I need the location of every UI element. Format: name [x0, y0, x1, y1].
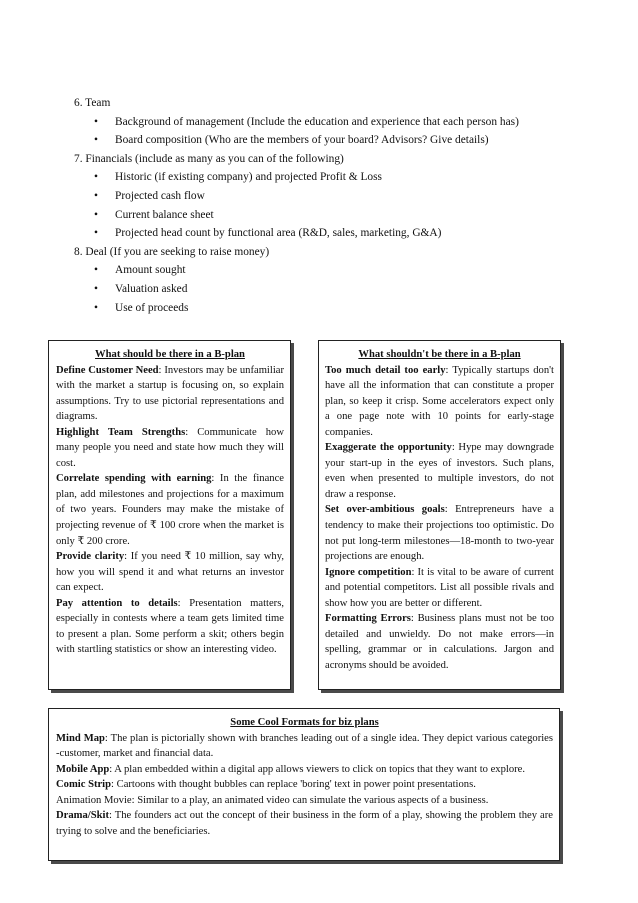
entry-term: Highlight Team Strengths: [56, 426, 186, 438]
box-entry: [56, 549, 284, 596]
box-title: Some Cool Formats for biz plans: [230, 717, 379, 728]
list-item: • Current balance sheet: [74, 206, 594, 225]
bullet-icon: •: [94, 189, 98, 202]
entry-text: : Typically startups don't have all the information that can constitute a proper plan, so keep it crisp. Some accelerators expect only a one page note with 10 points for early-stage companies.: [325, 364, 554, 438]
entry-text: : If you need ₹ 10 million, say why, how you will spend it and what returns an investor can expect.: [56, 551, 284, 594]
section-heading-team: 6. Team: [74, 97, 111, 109]
entry-text: Animation Movie: Similar to a play, an animated video can simulate the various aspects of a business.: [56, 794, 489, 806]
box-title: What shouldn't be there in a B-plan: [358, 349, 521, 360]
entry-term: Provide clarity: [56, 551, 125, 563]
entry-text: : In the finance plan, add milestones and projections for a maximum of two years. Founders may make the mistake of projecting revenue of ₹ 100 crore when the market is only ₹ 200 crore.: [56, 473, 284, 547]
bullet-icon: •: [94, 115, 98, 128]
list-item: • Amount sought: [74, 261, 594, 280]
entry-text: : Investors may be unfamiliar with the market a startup is focusing on, so explain assumptions. Try to use pictorial representations and diagrams.: [56, 364, 284, 423]
entry-text: : Entrepreneurs have a tendency to make their projections too optimistic. Do not put long-term milestones—18-month to two-year projections are enough.: [325, 504, 554, 563]
box-entry: [325, 363, 554, 441]
box-entry: [325, 611, 554, 673]
entry-text: : Communicate how many people you need and state how much they will cost.: [56, 426, 284, 469]
list-item: • Historic (if existing company) and projected Profit & Loss: [74, 168, 594, 187]
should-have-box: [48, 340, 291, 690]
box-entry: [56, 808, 553, 839]
section-heading-deal: 8. Deal (If you are seeking to raise money): [74, 245, 270, 258]
entry-text: : The founders act out the concept of their business in the form of a play, showing the problem they are trying to solve and the beneficiaries.: [56, 810, 553, 837]
entry-term: Mind Map: [56, 732, 105, 744]
list-item: • Valuation asked: [74, 280, 594, 299]
list-item: • Projected cash flow: [74, 187, 594, 206]
bullet-icon: •: [94, 134, 98, 147]
box-entry: [56, 793, 553, 809]
bullet-icon: •: [94, 301, 98, 314]
entry-term: Pay attention to details: [56, 597, 178, 609]
list-item: • Background of management (Include the education and experience that each person has): [74, 113, 594, 132]
bullet-icon: •: [94, 208, 98, 221]
entry-term: Exaggerate the opportunity: [325, 442, 452, 454]
cool-formats-box: [48, 708, 560, 861]
entry-text: : It is vital to be aware of current and potential competitors. List all possible rivals and show how you are better or different.: [325, 566, 554, 609]
should-not-have-box: [318, 340, 561, 690]
entry-text: : Cartoons with thought bubbles can replace 'boring' text in power point presentations.: [111, 779, 476, 791]
entry-term: Define Customer Need: [56, 364, 159, 376]
entry-term: Too much detail too early: [325, 364, 446, 376]
list-item: • Board composition (Who are the members of your board? Advisors? Give details): [74, 131, 594, 150]
entry-text: : Hype may downgrade your start-up in the eyes of investors. Such plans, even when presented to multiple investors, do not draw a response.: [325, 442, 555, 500]
entry-text: : A plan embedded within a digital app allows viewers to click on topics that they want to explore.: [109, 763, 525, 775]
bullet-icon: •: [94, 227, 98, 240]
box-entry: [56, 471, 284, 549]
entry-text: : Business plans must not be too detailed and unwieldy. Do not make errors—in spelling, grammar or in calculations. Jargon and acronyms should be avoided.: [325, 613, 555, 671]
box-entry: [56, 762, 553, 778]
box-entry: [56, 731, 553, 762]
list-item: • Projected head count by functional area (R&D, sales, marketing, G&A): [74, 224, 594, 243]
entry-term: Set over-ambitious goals: [325, 504, 445, 516]
box-entry: [325, 502, 554, 564]
entry-term: Comic Strip: [56, 779, 112, 791]
bullet-icon: •: [94, 171, 98, 184]
bullet-icon: •: [94, 282, 98, 295]
entry-term: Formatting Errors: [325, 613, 411, 625]
box-entry: [56, 777, 553, 793]
entry-text: : The plan is pictorially shown with branches leading out of a single idea. They depict various categories -customer, market and financial data.: [56, 732, 553, 760]
box-title: What should be there in a B-plan: [95, 349, 245, 360]
box-entry: [56, 425, 284, 472]
team-bullets: [74, 113, 594, 150]
entry-term: Drama/Skit: [56, 810, 109, 822]
entry-term: Ignore competition: [325, 566, 412, 578]
list-item: • Use of proceeds: [74, 299, 594, 318]
entry-text: : Presentation matters, especially in contests where a team gets limited time to present a plan. Some perform a skit; others begin with startling statistics or show an interesting video.: [56, 597, 284, 656]
section-heading-financials: 7. Financials (include as many as you can of the following): [74, 152, 344, 165]
entry-term: Correlate spending with earning: [56, 473, 212, 485]
box-entry: [56, 596, 284, 658]
box-entry: [325, 565, 554, 612]
box-entry: [56, 363, 284, 425]
financials-bullets: [74, 168, 594, 242]
deal-bullets: [74, 261, 594, 317]
box-entry: [325, 440, 554, 502]
entry-term: Mobile App: [56, 763, 110, 775]
outline-list: [74, 94, 594, 317]
bullet-icon: •: [94, 264, 98, 277]
